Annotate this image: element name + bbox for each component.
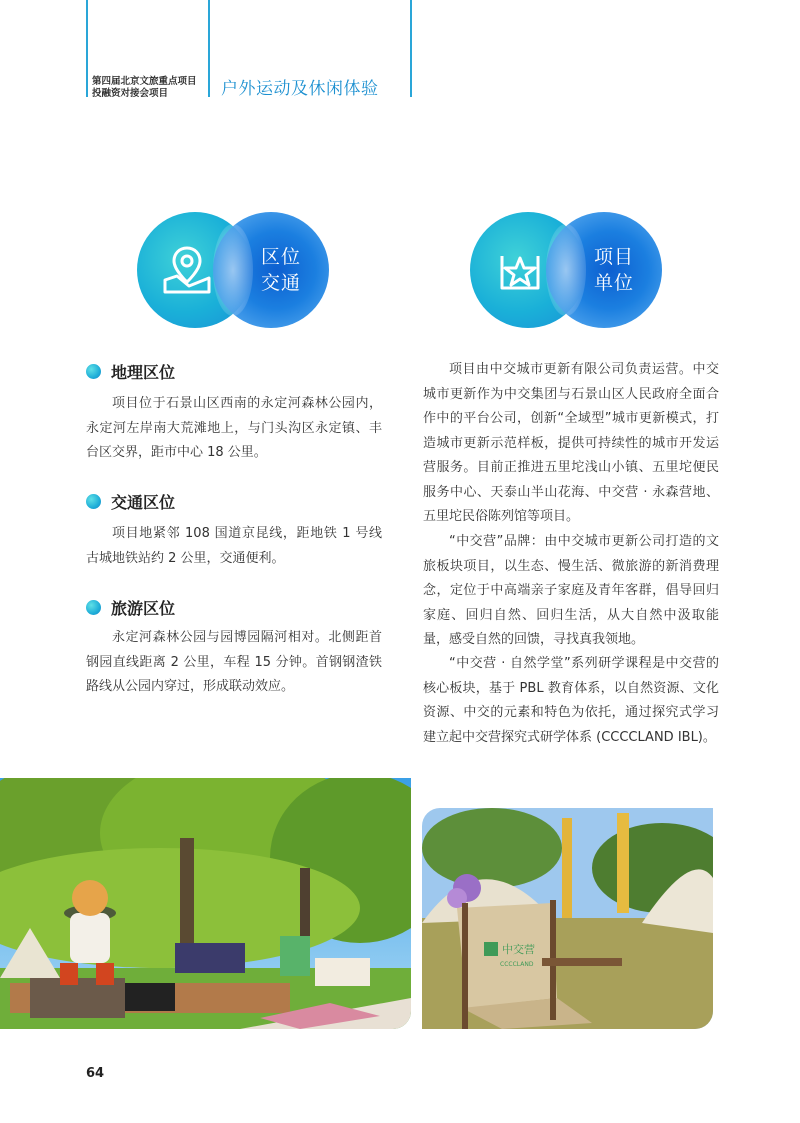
page-title: 户外运动及休闲体验 <box>221 79 379 99</box>
badge-label-line1: 项目 <box>593 246 634 268</box>
badge-label-line1: 区位 <box>260 246 301 268</box>
section-title: 地理区位 <box>111 362 176 382</box>
section-text: 项目地紧邻 108 国道京昆线，距地铁 1 号线古城地铁站约 2 公里，交通便利。 <box>86 526 382 566</box>
bullet-dot-icon <box>86 364 101 379</box>
chair-brand-text: 中交营 <box>502 943 535 956</box>
header-rule-right <box>410 0 412 97</box>
map-pin-icon <box>159 242 215 298</box>
location-transport-badge <box>137 212 337 332</box>
header-subtitle-line1: 第四届北京文旅重点项目 <box>92 76 197 87</box>
badge-label <box>249 244 313 296</box>
bullet-dot-icon <box>86 600 101 615</box>
badge-label <box>582 244 646 296</box>
section-transport <box>86 490 175 512</box>
project-unit-paragraph-2: “中交营”品牌：由中交城市更新公司打造的文旅板块项目，以生态、慢生活、微旅游的新消费理念，定位于中高端亲子家庭及青年客群，倡导回归家庭、回归自然、回归生活，从大自然中汲取能量，感受自然的回馈，寻找真我领地。 <box>423 534 719 647</box>
section-tourism <box>86 596 175 618</box>
section-text: 项目位于石景山区西南的永定河森林公园内，永定河左岸南大荒滩地上，与门头沟区永定镇、丰台区交界，距市中心 18 公里。 <box>86 396 382 460</box>
header-subtitle-line2: 投融资对接会项目 <box>92 88 169 99</box>
section-geography <box>86 360 175 382</box>
section-title: 旅游区位 <box>111 598 176 618</box>
chair-brand-en-text: CCCCLAND <box>500 961 534 968</box>
project-unit-paragraph-3: “中交营 · 自然学堂”系列研学课程是中交营的核心板块，基于 PBL 教育体系，以自然资源、文化资源、中交的元素和特色为依托，通过探究式学习建立起中交营探究式研学体系 (CCCCLAND IBL)。 <box>423 656 719 745</box>
page-number: 64 <box>86 1066 105 1081</box>
bullet-dot-icon <box>86 494 101 509</box>
camp-chair-photo <box>422 808 713 1029</box>
badge-label-line2: 交通 <box>260 272 301 294</box>
header-subtitle <box>92 76 197 100</box>
project-unit-paragraph-1: 项目由中交城市更新有限公司负责运营。中交城市更新作为中交集团与石景山区人民政府全面合作中的平台公司，创新“全域型”城市更新模式，打造城市更新示范样板，提供可持续性的城市开发运营服务。目前正推进五里坨浅山小镇、五里坨便民服务中心、天泰山半山花海、中交营 · 永森营地、五里坨民俗陈列馆等项目。 <box>423 362 719 524</box>
section-title: 交通区位 <box>111 492 176 512</box>
project-unit-badge <box>470 212 670 332</box>
park-camp-photo <box>0 778 411 1029</box>
section-text: 永定河森林公园与园博园隔河相对。北侧距首钢园直线距离 2 公里，车程 15 分钟。首钢钢渣铁路线从公园内穿过，形成联动效应。 <box>86 630 382 694</box>
header-rule-left <box>86 0 88 97</box>
star-frame-icon <box>492 242 548 298</box>
header-rule-mid <box>208 0 210 97</box>
badge-label-line2: 单位 <box>593 272 634 294</box>
